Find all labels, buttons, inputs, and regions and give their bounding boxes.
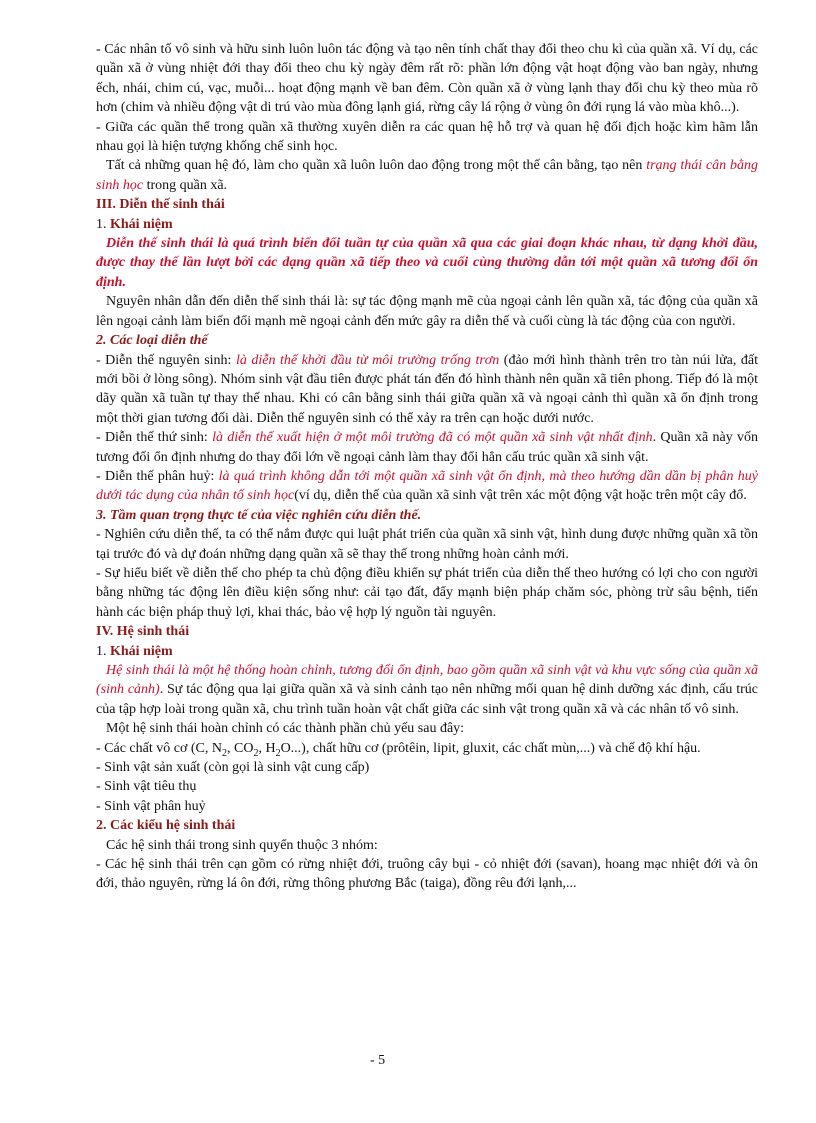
paragraph-causes: Nguyên nhân dẫn đến diễn thế sinh thái là: sự tác động mạnh mẽ của ngoại cảnh lên quần xã, tác động của quần xã lên ngoại cảnh làm biến đổi mạnh mẽ ngoại cảnh đến mức gây ra diễn thế và cuối cùng là tác động của con người. bbox=[96, 294, 758, 329]
highlight-term: là quá trình không dẫn tới một quần xã sinh vật ổn định, mà theo hướng dần dần bị phân huỷ dưới tác dụng của nhân tố sinh học bbox=[96, 468, 758, 504]
paragraph-cycle: - Các nhân tố vô sinh và hữu sinh luôn luôn tác động và tạo nên tính chất thay đổi theo chu kì của quần xã. Ví dụ, các quần xã ở vùng nhiệt đới thay đổi theo chu kỳ ngày đêm rất rõ: phần lớn động vật hoạt động vào ban ngày, nhưng ếch, nhái, chim cú, vạc, muỗi... hoạt động mạnh về ban đêm. Còn quần xã ở vùng lạnh thay đổi chu kỳ theo mùa rõ hơn (chim và nhiều động vật di trú vào mùa đông lạnh giá, rừng cây lá rộng ở vùng ôn đới rụng lá vào mùa khô...). bbox=[96, 42, 758, 116]
subheading-concept-ecosystem bbox=[96, 642, 758, 661]
subscript: 2 bbox=[221, 747, 227, 759]
text-run: O...), chất hữu cơ (prôtêin, lipit, gluxit, các chất mùn,...) và chế độ khí hậu. bbox=[280, 740, 701, 756]
highlight-term: là diễn thế xuất hiện ở một môi trường đã có một quần xã sinh vật nhất định bbox=[212, 430, 653, 446]
subheading-text: Khái niệm bbox=[110, 216, 173, 232]
subheading-types: 2. Các loại diễn thế bbox=[96, 333, 208, 349]
paragraph-balance bbox=[96, 156, 758, 195]
paragraph-relations: - Giữa các quần thể trong quần xã thường xuyên diễn ra các quan hệ hỗ trợ và quan hệ đối địch hoặc kìm hãm lẫn nhau gọi là hiện tượng khống chế sinh học. bbox=[96, 119, 758, 155]
text-run: - Diễn thế nguyên sinh: bbox=[96, 352, 236, 368]
section-heading-succession: III. Diễn thế sinh thái bbox=[96, 197, 225, 213]
definition-ecosystem bbox=[96, 661, 758, 719]
text-run: , H bbox=[258, 740, 276, 756]
subheading-number: 1. bbox=[96, 643, 110, 659]
document-page bbox=[96, 40, 758, 894]
text-run: . Quần xã này vốn tương đối ổn định nhưng do thay đổi lớn về ngoại cảnh làm thay đổi hẳn cấu trúc quần xã sinh vật. bbox=[96, 430, 758, 465]
list-item-decomposers: - Sinh vật phân huỷ bbox=[96, 798, 206, 814]
subheading-number: 1. bbox=[96, 216, 110, 232]
text-run: , CO bbox=[226, 740, 254, 756]
definition-succession: Diễn thế sinh thái là quá trình biến đổi tuần tự của quần xã qua các giai đoạn khác nhau, từ dạng khởi đầu, được thay thế lần lượt bởi các dạng quần xã tiếp theo và cuối cùng thường dẫn tới một quần xã tương đối ổn định. bbox=[96, 236, 758, 290]
list-item-producers: - Sinh vật sản xuất (còn gọi là sinh vật cung cấp) bbox=[96, 760, 370, 776]
subheading-text: 2. Các kiểu hệ sinh thái bbox=[96, 818, 236, 834]
paragraph-application: - Sự hiểu biết về diễn thế cho phép ta chủ động điều khiển sự phát triển của diễn thế theo hướng có lợi cho con người bằng những tác động lên điều kiện sống như: cải tạo đất, đẩy mạnh biện pháp chăm sóc, phòng trừ sâu bệnh, tiến hành các biện pháp thuỷ lợi, khai thác, bảo vệ hợp lý nguồn tài nguyên. bbox=[96, 565, 758, 620]
subscript: 2 bbox=[253, 747, 259, 759]
text-run: - Diễn thế thứ sinh: bbox=[96, 430, 213, 446]
subheading-importance: 3. Tầm quan trọng thực tế của việc nghiên cứu diễn thế. bbox=[96, 507, 422, 523]
highlight-term: là diễn thế khởi đầu từ môi trường trống trơn bbox=[235, 352, 500, 368]
highlight-term: trạng thái cân bằng sinh học bbox=[96, 158, 758, 193]
paragraph-research: - Nghiên cứu diễn thế, ta có thể nắm được qui luật phát triển của quần xã sinh vật, hình dung được những quần xã tồn tại trước đó và dự đoán những dạng quần xã sẽ thay thế trong những hoàn cảnh mới. bbox=[96, 527, 758, 562]
text-run: (đảo mới hình thành trên tro tàn núi lửa, đất mới bồi ở lòng sông). Nhóm sinh vật đầu tiên được phát tán đến đó hình thành nên quần xã tiên phong. Tiếp đó là một dãy quần xã tuần tự thay thế nhau. Khi có cân bằng sinh thái giữa quần xã và ngoại cảnh thì quần xã ổn định trong một thời gian tương đối dài. Diễn thế nguyên sinh có thể xảy ra trên cạn hoặc dưới nước. bbox=[96, 352, 758, 426]
highlight-term: Hệ sinh thái là một hệ thống hoàn chỉnh, tương đối ổn định, bao gồm quần xã sinh vật và khu vực sống của quần xã (sinh cảnh) bbox=[96, 663, 758, 698]
paragraph-terrestrial: - Các hệ sinh thái trên cạn gồm có rừng nhiệt đới, truông cây bụi - cỏ nhiệt đới (savan), hoang mạc nhiệt đới và ôn đới, thảo nguyên, rừng lá ôn đới, rừng thông phương Bắc (taiga), đồng rêu đới lạnh,... bbox=[96, 857, 758, 892]
subheading-ecosystem-types bbox=[96, 816, 758, 835]
paragraph-abiotic bbox=[96, 739, 758, 758]
section-heading-ecosystem: IV. Hệ sinh thái bbox=[96, 624, 190, 640]
paragraph-components-intro: Một hệ sinh thái hoàn chỉnh có các thành phần chủ yếu sau đây: bbox=[106, 721, 465, 737]
list-item-consumers: - Sinh vật tiêu thụ bbox=[96, 779, 197, 795]
text-run: - Các chất vô cơ (C, N bbox=[96, 740, 222, 756]
paragraph-secondary bbox=[96, 428, 758, 467]
paragraph-decomposition bbox=[96, 467, 758, 506]
text-run: Tất cả những quan hệ đó, làm cho quần xã luôn luôn dao động trong một thế cân bằng, tạo nên bbox=[106, 158, 647, 174]
paragraph-primary bbox=[96, 351, 758, 429]
subheading-text: Khái niệm bbox=[110, 643, 173, 659]
text-run: trong quần xã. bbox=[143, 177, 228, 193]
text-run: - Diễn thế phân huỷ: bbox=[96, 468, 219, 484]
text-run: . Sự tác động qua lại giữa quần xã và sinh cảnh tạo nên những mối quan hệ dinh dưỡng xác định, cấu trúc của tập hợp loài trong quần xã, chu trình tuần hoàn vật chất giữa các sinh vật trong quần xã và các nhân tố vô sinh. bbox=[96, 682, 758, 717]
page-number: - 5 bbox=[370, 1053, 386, 1068]
subheading-concept bbox=[96, 215, 758, 234]
text-run: (ví dụ, diễn thế của quần xã sinh vật trên xác một động vật hoặc trên một cây đổ. bbox=[294, 488, 747, 504]
paragraph-groups: Các hệ sinh thái trong sinh quyển thuộc 3 nhóm: bbox=[106, 837, 378, 853]
subscript: 2 bbox=[275, 747, 281, 759]
